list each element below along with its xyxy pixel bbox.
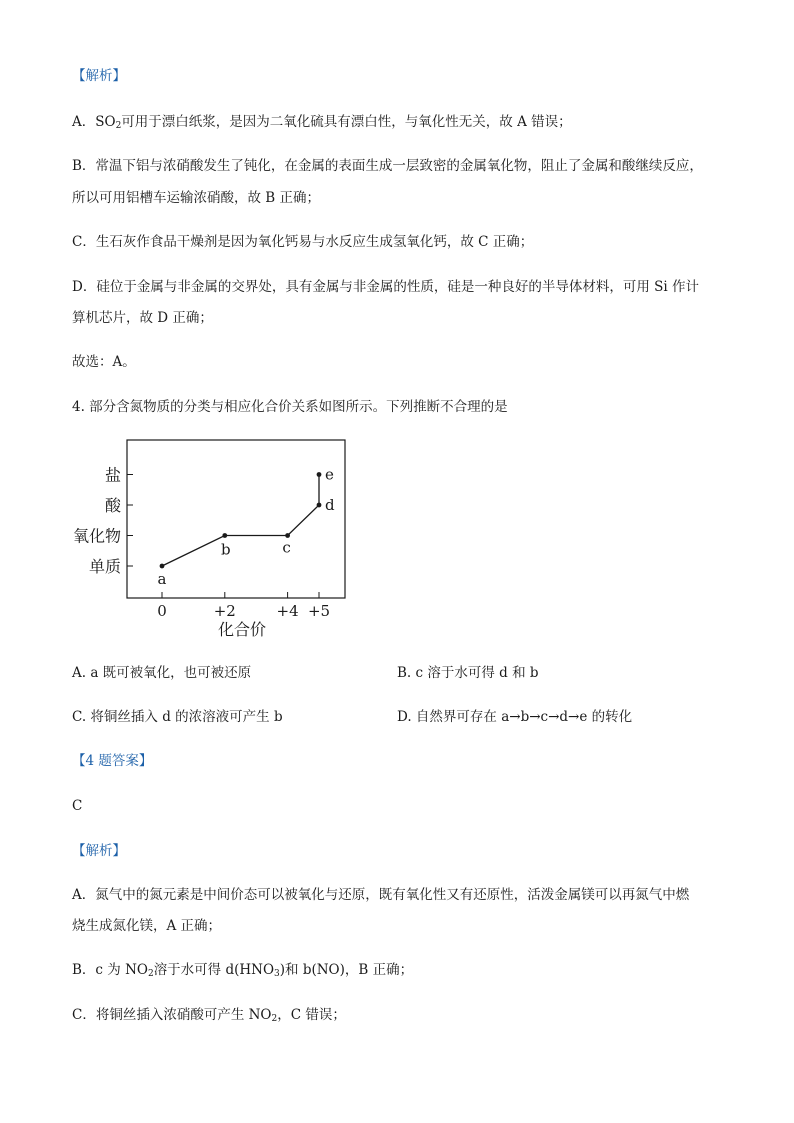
option-d[interactable]: D. 自然界可存在 a→b→c→d→e 的转化 (397, 709, 633, 725)
point-a (160, 564, 165, 569)
analysis-b-line1: B．常温下铝与浓硝酸发生了钝化，在金属的表面生成一层致密的金属氧化物，阻止了金属和酸继续反应， (72, 158, 703, 174)
point-label-e: e (325, 465, 334, 484)
point-c (285, 533, 290, 538)
option-b[interactable]: B. c 溶于水可得 d 和 b (397, 665, 539, 681)
choice-statement: 故选：A。 (72, 354, 136, 370)
analysis2-c (72, 1005, 346, 1029)
analysis2-b-s1: 2 (147, 969, 154, 979)
x-tick-label: +2 (213, 602, 236, 620)
y-tick-label: 酸 (104, 496, 121, 515)
analysis2-b-p1: B．c 为 NO (72, 962, 148, 978)
series-line (162, 475, 319, 567)
point-label-b: b (220, 540, 231, 559)
point-label-d: d (325, 496, 335, 514)
analysis-a (72, 112, 572, 136)
point-e (317, 472, 322, 477)
analysis2-b-p3: )和 b(NO)，B 正确； (279, 962, 414, 978)
analysis-header-2: 【解析】 (72, 843, 126, 859)
analysis2-c-p1: C．将铜丝插入浓硝酸可产生 NO (72, 1007, 272, 1023)
analysis-header-1: 【解析】 (72, 68, 126, 84)
analysis-c: C．生石灰作食品干燥剂是因为氧化钙易与水反应生成氢氧化钙，故 C 正确； (72, 234, 534, 250)
option-a[interactable]: A. a 既可被氧化，也可被还原 (72, 665, 252, 681)
analysis2-a-line1: A．氮气中的氮元素是中间价态可以被氧化与还原，既有氧化性又有还原性，活泼金属镁可以再氮气中燃 (72, 887, 690, 903)
point-b (222, 533, 227, 538)
analysis-a-prefix: A．SO (72, 114, 116, 130)
analysis-b-line2: 所以可用铝槽车运输浓硝酸，故 B 正确； (72, 190, 321, 206)
analysis2-b-s2: 3 (274, 969, 280, 979)
x-tick-label: 0 (157, 602, 167, 620)
analysis2-c-s1: 2 (271, 1014, 278, 1024)
analysis-a-sub: 2 (115, 121, 122, 131)
analysis2-c-p2: ，C 错误； (277, 1007, 346, 1023)
question-4-stem: 4. 部分含氮物质的分类与相应化合价关系如图所示。下列推断不合理的是 (72, 399, 508, 415)
x-axis-label: 化合价 (217, 620, 267, 639)
x-tick-label: +4 (276, 602, 299, 620)
y-tick-label: 单质 (88, 557, 121, 576)
answer-value: C (72, 798, 83, 814)
analysis2-b-p2: 溶于水可得 d(HNO (153, 962, 275, 978)
option-c[interactable]: C. 将铜丝插入 d 的浓溶液可产生 b (72, 709, 283, 725)
analysis-d-line2: 算机芯片，故 D 正确； (72, 310, 213, 326)
point-label-c: c (282, 538, 291, 557)
analysis2-b (72, 960, 413, 984)
y-tick-label: 盐 (104, 465, 121, 485)
valence-chart (72, 430, 372, 642)
answer-header: 【4 题答案】 (72, 753, 153, 769)
point-label-a: a (157, 570, 167, 588)
analysis2-a-line2: 烧生成氮化镁，A 正确； (72, 918, 222, 934)
analysis-d-line1: D．硅位于金属与非金属的交界处，具有金属与非金属的性质，硅是一种良好的半导体材料，可用 Si 作计 (72, 279, 699, 295)
y-tick-label: 氧化物 (72, 526, 121, 546)
point-d (317, 503, 322, 508)
x-tick-label: +5 (307, 602, 331, 620)
analysis-a-rest: 可用于漂白纸浆，是因为二氧化硫具有漂白性，与氧化性无关，故 A 错误； (121, 114, 572, 130)
